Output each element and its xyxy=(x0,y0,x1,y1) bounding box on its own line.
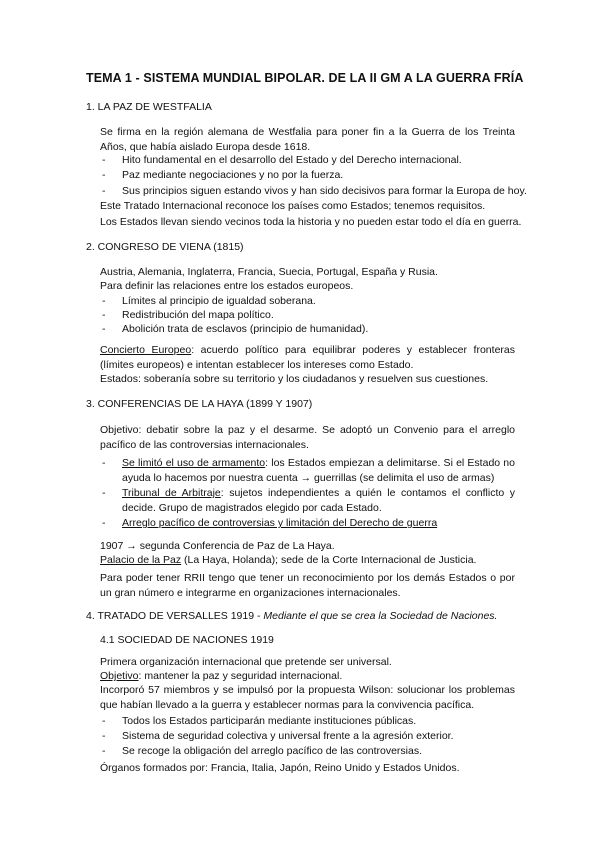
section-2-paragraph: Para definir las relaciones entre los estados europeos. xyxy=(100,280,354,292)
section-1-intro: Se firma en la región alemana de Westfalia para poner fin a la Guerra de los Treinta Años, que había aislado Europa desde 1618. xyxy=(100,126,515,153)
bullet-dash: - xyxy=(102,169,106,181)
bullet-text: Límites al principio de igualdad soberana. xyxy=(122,295,316,307)
section-1-paragraph: Este Tratado Internacional reconoce los países como Estados; tenemos requisitos. xyxy=(100,200,486,212)
section-4-paragraph: Primera organización internacional que pretende ser universal. xyxy=(100,656,392,668)
section-4-paragraph: Órganos formados por: Francia, Italia, Japón, Reino Unido y Estados Unidos. xyxy=(100,762,460,774)
section-3-paragraph: 1907 → segunda Conferencia de Paz de La Haya. xyxy=(100,540,335,552)
section-4-objetivo xyxy=(100,669,515,684)
concierto-text: : acuerdo político para equilibrar poderes y establecer fronteras (límites europeos) e intentan establecer los intereses como Estado. xyxy=(100,344,515,371)
armamento-text: : los Estados empiezan a delimitarse. Si el Estado no ayuda lo hacemos por nuestra cuenta → guerrillas (se delimita el uso de armas) xyxy=(122,457,515,484)
objetivo-text: : mantener la paz y seguridad internacional. xyxy=(138,670,343,682)
section-2-concierto-paragraph xyxy=(100,343,515,372)
section-4-heading-italic: Mediante el que se crea la Sociedad de Naciones. xyxy=(263,610,498,622)
bullet-dash: - xyxy=(102,457,106,469)
document-title: TEMA 1 - SISTEMA MUNDIAL BIPOLAR. DE LA II GM A LA GUERRA FRÍA xyxy=(86,71,524,85)
section-2-paragraph: Austria, Alemania, Inglaterra, Francia, Suecia, Portugal, España y Rusia. xyxy=(100,266,438,278)
bullet-text: Todos los Estados participarán mediante instituciones públicas. xyxy=(122,715,417,727)
bullet-text: Se recoge la obligación del arreglo pacífico de las controversias. xyxy=(122,745,423,757)
tribunal-term: Tribunal de Arbitraje xyxy=(122,487,221,499)
section-3-paragraph: Objetivo: debatir sobre la paz y el desarme. Se adoptó un Convenio para el arreglo pacífico de las controversias internacionales. xyxy=(100,424,515,451)
bullet-text: Sus principios siguen estando vivos y han sido decisivos para formar la Europa de hoy. xyxy=(122,185,527,197)
section-4-paragraph: Incorporó 57 miembros y se impulsó por la propuesta Wilson: solucionar los problemas que habían llevado a la guerra y establecer normas para la convivencia pacífica. xyxy=(100,684,515,711)
bullet-text: Hito fundamental en el desarrollo del Estado y del Derecho internacional. xyxy=(122,154,462,166)
bullet-dash: - xyxy=(102,715,106,727)
bullet-dash: - xyxy=(102,309,106,321)
section-3-palacio-paragraph xyxy=(100,553,515,568)
bullet-dash: - xyxy=(102,185,106,197)
subsection-4-1-heading: 4.1 SOCIEDAD DE NACIONES 1919 xyxy=(100,634,274,646)
bullet-dash: - xyxy=(102,487,106,499)
section-2-paragraph: Estados: soberanía sobre su territorio y los ciudadanos y resuelven sus cuestiones. xyxy=(100,373,489,385)
bullet-dash: - xyxy=(102,323,106,335)
bullet-text xyxy=(122,486,515,515)
armamento-term: Se limitó el uso de armamento xyxy=(122,457,266,469)
arreglo-term: Arreglo pacífico de controversias y limitación del Derecho de guerra xyxy=(122,517,438,529)
section-1-paragraph: Los Estados llevan siendo vecinos toda la historia y no pueden estar todo el día en guerra. xyxy=(100,216,522,228)
section-4-heading-main: 4. TRATADO DE VERSALLES 1919 - xyxy=(86,610,264,622)
section-2-heading: 2. CONGRESO DE VIENA (1815) xyxy=(86,241,244,253)
bullet-text: Abolición trata de esclavos (principio de humanidad). xyxy=(122,323,369,335)
tribunal-text: : sujetos independientes a quién le contamos el conflicto y decide. Grupo de magistrados elegido por cada Estado. xyxy=(122,487,515,514)
bullet-text: Paz mediante negociaciones y no por la fuerza. xyxy=(122,169,344,181)
palacio-term: Palacio de la Paz xyxy=(100,554,182,566)
section-3-heading: 3. CONFERENCIAS DE LA HAYA (1899 Y 1907) xyxy=(86,398,313,410)
concierto-term: Concierto Europeo xyxy=(100,344,192,356)
section-4-heading xyxy=(86,610,497,622)
objetivo-term: Objetivo xyxy=(100,670,139,682)
bullet-dash: - xyxy=(102,730,106,742)
bullet-text: Redistribución del mapa político. xyxy=(122,309,274,321)
bullet-text xyxy=(122,456,515,485)
section-1-heading: 1. LA PAZ DE WESTFALIA xyxy=(86,101,212,113)
section-3-paragraph: Para poder tener RRII tengo que tener un reconocimiento por los demás Estados o por un gran número e integrarme en organizaciones internacionales. xyxy=(100,572,515,599)
bullet-text: Sistema de seguridad colectiva y universal frente a la agresión exterior. xyxy=(122,730,454,742)
bullet-dash: - xyxy=(102,517,106,529)
bullet-dash: - xyxy=(102,745,106,757)
bullet-dash: - xyxy=(102,295,106,307)
bullet-dash: - xyxy=(102,154,106,166)
palacio-text: (La Haya, Holanda); sede de la Corte Internacional de Justicia. xyxy=(181,554,477,566)
